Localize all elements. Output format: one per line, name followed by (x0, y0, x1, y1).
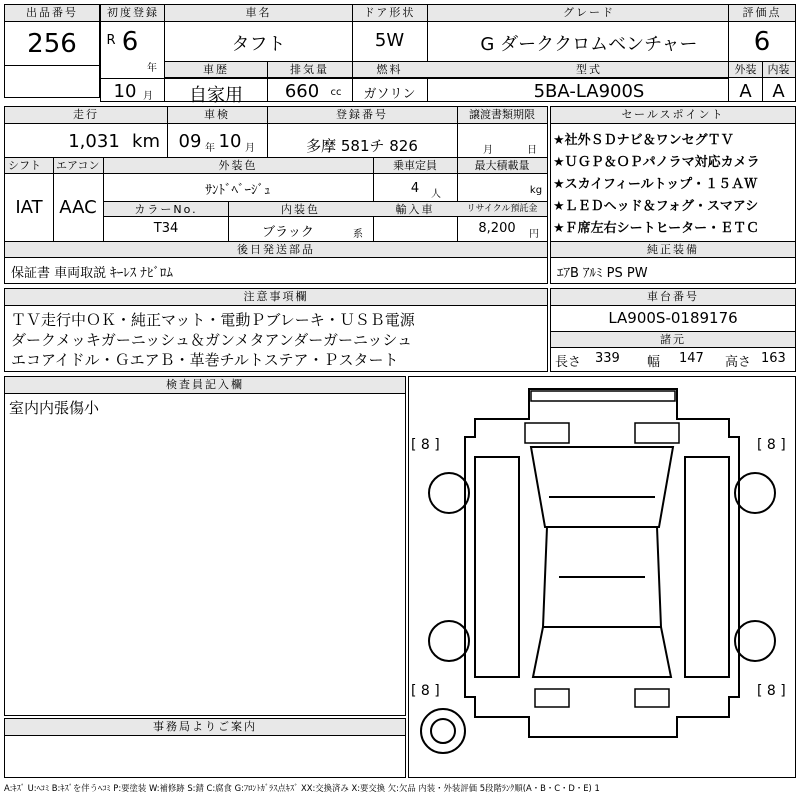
sales-item: ★スカイフィールトップ・１５ＡＷ (553, 177, 758, 192)
ext-color: ｻﾝﾄﾞﾍﾞｰｼﾞｭ (205, 183, 271, 198)
ext-label: 外装 (729, 62, 762, 78)
length-label: 長さ (555, 355, 582, 370)
door-label: ドア形状 (352, 5, 427, 22)
car-name: タフト (231, 34, 286, 55)
color-no-label: カラーNo. (104, 202, 228, 217)
mileage: 1,031 (68, 131, 120, 152)
score: 6 (753, 27, 771, 57)
inspection-month: 10 (218, 131, 242, 152)
color-no: T34 (153, 221, 179, 236)
int-color-label: 内装色 (228, 202, 373, 217)
score-label: 評価点 (729, 5, 795, 22)
sales-item: ★ＬＥＤヘッド＆フォグ・スマアシ (553, 199, 759, 214)
fuel: ガソリン (363, 87, 416, 102)
year-unit: 年 (147, 63, 157, 74)
door-type: 5W (374, 30, 405, 51)
office-label: 事務局よりご案内 (5, 719, 405, 736)
inspection-month-unit: 月 (245, 143, 255, 154)
month-unit: 月 (143, 91, 153, 102)
history: 自家用 (189, 85, 243, 106)
reg-month: 10 (113, 81, 137, 102)
ext-color-label: 外装色 (103, 158, 373, 174)
ac: AAC (59, 197, 97, 218)
inspector-text: 室内内張傷小 (9, 399, 100, 417)
transfer-day-unit: 日 (527, 145, 537, 156)
import-label: 輸入車 (373, 202, 457, 217)
spec-label: 諸元 (551, 332, 795, 348)
inspector-label: 検査員記入欄 (5, 377, 405, 394)
note-line: ダークメッキガーニッシュ＆ガンメタアンダーガーニッシュ (11, 331, 413, 349)
inspection-year-unit: 年 (205, 143, 215, 154)
notes-box (4, 288, 548, 372)
tire-mark-rear-right: [ 8 ] (757, 683, 786, 699)
mileage-unit: km (132, 131, 160, 152)
note-line: ＴＶ走行中ＯＫ・純正マット・電動Ｐブレーキ・ＵＳＢ電源 (11, 311, 415, 329)
first-reg-label: 初度登録 (101, 5, 165, 22)
displacement-label: 排気量 (267, 62, 352, 78)
chassis-box (550, 288, 796, 372)
displacement: 660 (284, 81, 320, 102)
capacity: 4 (410, 181, 420, 196)
length: 339 (595, 351, 620, 366)
recycle: 8,200 (478, 221, 516, 236)
first-reg-year: 6 (121, 27, 139, 57)
later-parts-label: 後日発送部品 (5, 242, 547, 258)
ac-label: エアコン (53, 158, 103, 174)
sales-item: ★ＵＧＰ＆ＯＰパノラマ対応カメラ (553, 155, 760, 170)
sales-box (550, 106, 796, 284)
shift: IAT (15, 197, 43, 218)
score-box (728, 4, 796, 102)
width-label: 幅 (647, 355, 661, 370)
shift-label: シフト (5, 158, 53, 174)
plate: 多摩 581チ 826 (306, 137, 418, 155)
capacity-unit: 人 (431, 189, 441, 200)
ext-grade: A (739, 81, 752, 102)
lot-box (4, 4, 100, 98)
transfer-label: 譲渡書類期限 (457, 107, 547, 124)
grade-label: グレード (427, 5, 751, 22)
legend: A:ｷｽﾞ U:ﾍｺﾐ B:ｷｽﾞを伴うﾍｺﾐ P:要塗装 W:補修跡 S:錆 C:腐食 G:ﾌﾛﾝﾄｶﾞﾗｽ点ｷｽﾞ XX:交換済み X:要交換 欠:欠品 内装・外装評価 5段階ﾗﾝｸ順(A・B・C・D・E) 1 (4, 783, 600, 793)
car-diagram-svg (409, 377, 795, 777)
tire-mark-front-right: [ 8 ] (757, 437, 786, 453)
tire-mark-front-left: [ 8 ] (411, 437, 440, 453)
plate-label: 登録番号 (267, 107, 457, 124)
car-diagram (408, 376, 796, 778)
grade: G ダーククロムベンチャー (480, 34, 698, 55)
lot-number: 256 (27, 29, 77, 59)
displacement-unit: cc (330, 87, 342, 98)
era: R (106, 33, 116, 48)
mileage-label: 走行 (5, 107, 167, 124)
int-color: ブラック (262, 225, 314, 240)
sales-item: ★社外ＳＤナビ＆ワンセグＴＶ (553, 133, 734, 148)
model: 5BA-LA900S (533, 81, 645, 102)
height-label: 高さ (725, 355, 752, 370)
notes-label: 注意事項欄 (5, 289, 547, 306)
chassis-label: 車台番号 (551, 289, 795, 306)
model-label: 型式 (427, 62, 751, 78)
load-unit: kg (529, 185, 543, 196)
inspector-box (4, 376, 406, 716)
vehicle-header-box (100, 4, 752, 106)
recycle-unit: 円 (529, 229, 539, 240)
sales-item: ★Ｆ席左右シートヒーター・ＥＴＣ (553, 221, 760, 236)
chassis-number: LA900S-0189176 (608, 309, 738, 327)
equip-label: 純正装備 (551, 242, 795, 258)
recycle-label: リサイクル預託金 (457, 202, 547, 217)
lot-label: 出品番号 (5, 5, 99, 22)
note-line: エコアイドル・ＧエアＢ・革巻チルトステア・Ｐスタート (11, 351, 399, 369)
width: 147 (679, 351, 704, 366)
int-grade: A (772, 81, 785, 102)
inspection-year: 09 (178, 131, 202, 152)
history-label: 車歴 (165, 62, 267, 78)
fuel-label: 燃料 (352, 62, 427, 78)
tire-mark-rear-left: [ 8 ] (411, 683, 440, 699)
later-parts: 保証書 車両取説 ｷｰﾚｽ ﾅﾋﾞﾛﾑ (11, 266, 173, 281)
int-label: 内装 (762, 62, 795, 78)
office-box (4, 718, 406, 778)
sales-label: セールスポイント (551, 107, 795, 124)
int-color-unit: 系 (353, 229, 363, 240)
capacity-label: 乗車定員 (373, 158, 457, 174)
car-name-label: 車名 (165, 5, 352, 22)
transfer-month-unit: 月 (483, 145, 493, 156)
inspection-label: 車検 (167, 107, 267, 124)
load-label: 最大積載量 (457, 158, 547, 174)
height: 163 (761, 351, 786, 366)
details-box (4, 106, 548, 284)
equip: ｴｱB ｱﾙﾐ PS PW (557, 266, 648, 281)
